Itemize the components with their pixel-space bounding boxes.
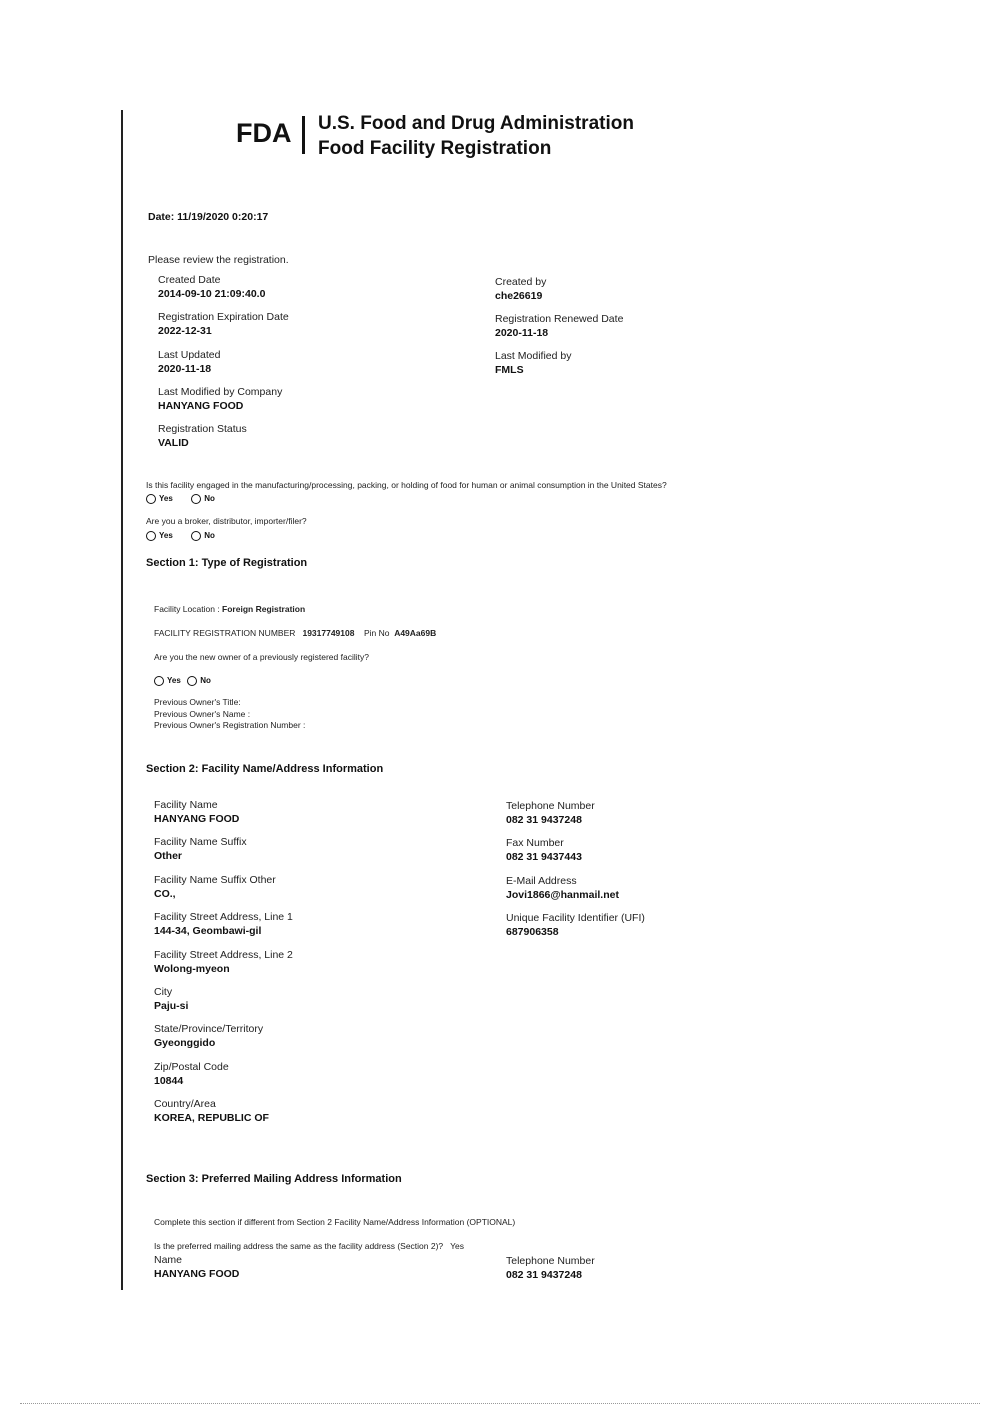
field-item	[154, 799, 239, 826]
field-label: City	[154, 986, 173, 998]
field-value: 687906358	[506, 926, 559, 939]
field-value: 082 31 9437443	[506, 851, 582, 864]
field-value: CO.,	[154, 887, 176, 900]
field-value: Paju-si	[154, 1000, 189, 1012]
last-modified-by: Last Modified by FMLS	[495, 350, 572, 376]
field-item	[506, 800, 595, 827]
mailing-name: Name HANYANG FOOD	[154, 1254, 240, 1280]
field-value: Wolong-myeon	[154, 962, 230, 975]
previous-owner-name: Previous Owner's Name :	[154, 709, 251, 719]
question-facility-engaged-options: Yes No	[146, 490, 229, 508]
field-label: Facility Street Address, Line 1	[154, 911, 293, 924]
new-owner-options: Yes No	[154, 672, 225, 690]
scan-artifact-line	[20, 1403, 980, 1404]
field-item	[506, 837, 582, 864]
field-value: Jovi1866@hanmail.net	[506, 888, 619, 901]
radio-yes-icon[interactable]	[154, 676, 164, 686]
registration-expiration: Registration Expiration Date 2022-12-31	[158, 311, 289, 337]
field-value: 144-34, Geombawi-gil	[154, 925, 262, 938]
created-date: Created Date 2014-09-10 21:09:40.0	[158, 274, 266, 300]
section-3-title: Section 3: Preferred Mailing Address Information	[146, 1173, 402, 1185]
facility-registration-number: FACILITY REGISTRATION NUMBER 19317749108 Pin No A49Aa69B	[154, 628, 437, 638]
radio-no-icon[interactable]	[187, 676, 197, 686]
section-3-note: Complete this section if different from Section 2 Facility Name/Address Information (OPTIONAL)	[154, 1217, 516, 1227]
registration-renewed: Registration Renewed Date 2020-11-18	[495, 313, 624, 339]
report-date: Date: 11/19/2020 0:20:17	[148, 211, 269, 223]
radio-no-icon[interactable]	[191, 494, 201, 504]
header-title-1: U.S. Food and Drug Administration	[318, 113, 634, 134]
margin-line	[121, 110, 123, 1290]
previous-owner-regnum: Previous Owner's Registration Number :	[154, 720, 306, 730]
radio-yes-icon[interactable]	[146, 494, 156, 504]
radio-no-icon[interactable]	[191, 531, 201, 541]
registration-status: Registration Status VALID	[158, 423, 247, 449]
field-value: 10844	[154, 1074, 184, 1087]
new-owner-question: Are you the new owner of a previously registered facility?	[154, 652, 369, 662]
intro-text: Please review the registration.	[148, 254, 289, 266]
last-updated: Last Updated 2020-11-18	[158, 349, 221, 375]
question-broker: Are you a broker, distributor, importer/filer?	[146, 516, 307, 526]
field-item	[154, 949, 293, 976]
logo-divider	[302, 116, 305, 154]
field-value: 082 31 9437248	[506, 814, 582, 826]
header-title-2: Food Facility Registration	[318, 138, 552, 159]
field-item	[506, 912, 645, 939]
radio-yes-icon[interactable]	[146, 531, 156, 541]
field-label: State/Province/Territory	[154, 1023, 264, 1036]
field-value: HANYANG FOOD	[154, 813, 240, 825]
field-label: Zip/Postal Code	[154, 1060, 229, 1073]
field-value: Gyeonggido	[154, 1037, 216, 1050]
field-label: Facility Name Suffix	[154, 836, 247, 849]
same-address-question: Is the preferred mailing address the same as the facility address (Section 2)? Yes	[154, 1241, 464, 1251]
question-broker-options: Yes No	[146, 527, 229, 545]
previous-owner-title: Previous Owner's Title:	[154, 697, 241, 707]
created-by: Created by che26619	[495, 276, 547, 302]
field-value: Other	[154, 850, 183, 863]
field-item	[506, 875, 619, 902]
field-label: E-Mail Address	[506, 874, 577, 887]
field-label: Facility Street Address, Line 2	[154, 948, 293, 961]
field-item	[154, 1098, 269, 1125]
field-value: KOREA, REPUBLIC OF	[154, 1112, 269, 1125]
facility-location: Facility Location : Foreign Registration	[154, 604, 306, 614]
field-item	[154, 911, 293, 938]
field-label: Fax Number	[506, 837, 564, 850]
field-label: Facility Name	[154, 799, 218, 811]
field-item	[154, 1023, 263, 1050]
field-item	[154, 874, 276, 901]
fda-logo: FDA	[236, 118, 292, 148]
field-item	[154, 986, 188, 1013]
field-item	[154, 836, 247, 863]
field-label: Country/Area	[154, 1098, 216, 1111]
field-item	[154, 1061, 229, 1088]
mailing-telephone: Telephone Number 082 31 9437248	[506, 1255, 595, 1281]
last-modified-company: Last Modified by Company HANYANG FOOD	[158, 386, 283, 412]
field-label: Unique Facility Identifier (UFI)	[506, 912, 645, 925]
field-label: Facility Name Suffix Other	[154, 873, 276, 886]
section-1-title: Section 1: Type of Registration	[146, 557, 308, 569]
question-facility-engaged: Is this facility engaged in the manufacturing/processing, packing, or holding of food for human or animal consumption in the United States?	[146, 480, 667, 490]
field-label: Telephone Number	[506, 800, 595, 812]
section-2-title: Section 2: Facility Name/Address Information	[146, 763, 384, 775]
